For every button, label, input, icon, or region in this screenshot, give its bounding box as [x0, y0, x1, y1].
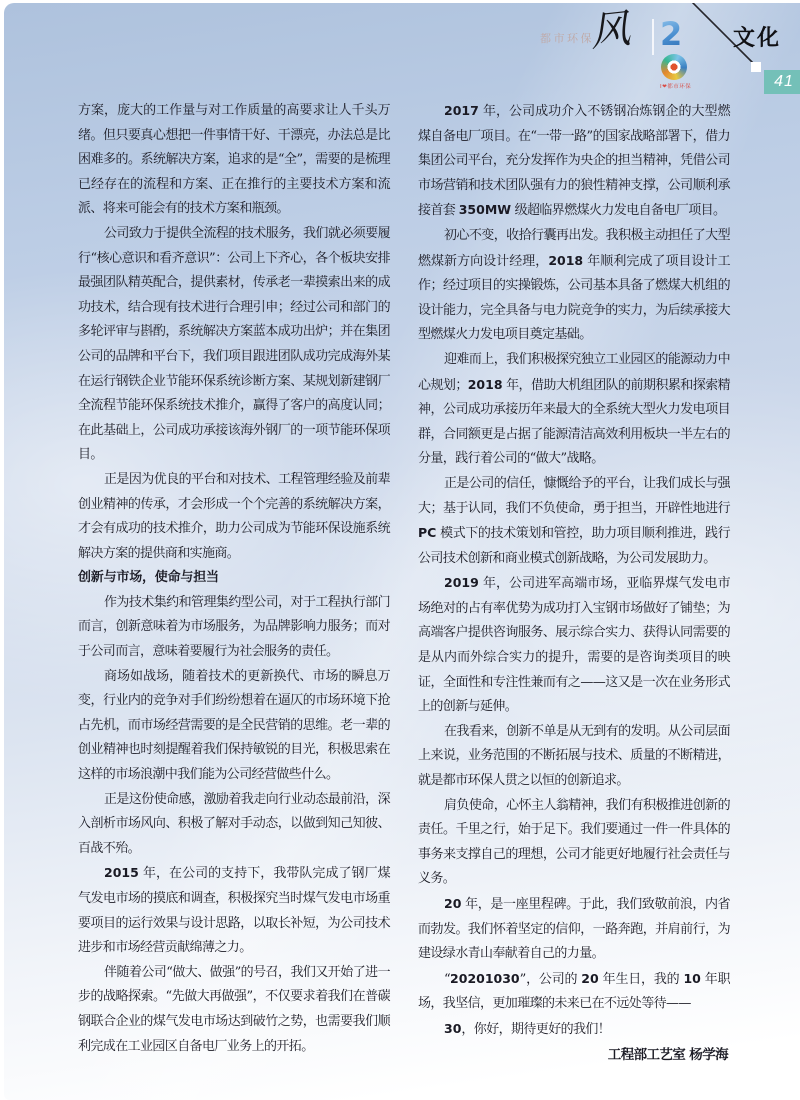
- article-paragraph: [418, 571, 730, 720]
- article-right-column: [418, 99, 730, 1067]
- text-run: 年，是一座里程碑。于此，我们致敬前浪，内省而勃发。我们怀着坚定的信仰，一路奔跑，并肩前行，为建设绿水青山奉献着自己的力量。: [418, 897, 730, 962]
- article-paragraph: [418, 720, 730, 794]
- article-paragraph: [78, 468, 390, 566]
- article-paragraph: [78, 665, 390, 788]
- article-paragraph: [78, 788, 390, 862]
- emphasized-number: 20: [444, 896, 462, 911]
- text-run: 年顺利完成了项目设计工作；经过项目的实操锻炼，公司基本具备了燃煤大机组的设计能力，完全具备与电力院竞争的实力，为后续承接大型燃煤火力发电项目奠定基础。: [418, 253, 730, 343]
- text-run: 正是这份使命感，激励着我走向行业动态最前沿，深入剖析市场风向、积极了解对手动态，以做到知己知彼、百战不殆。: [78, 791, 390, 856]
- article-paragraph: [418, 892, 730, 967]
- emphasized-number: 10: [683, 970, 701, 986]
- article-paragraph: [78, 861, 390, 960]
- anniversary-digit: 2: [660, 15, 683, 53]
- text-run: 正是公司的信任，慷慨给予的平台，让我们成长与强大；基于认同，我们不负使命，勇于担当，开辟性地进行: [418, 475, 730, 516]
- text-run: 级超临界燃煤火力发电自备电厂项目。: [511, 203, 726, 219]
- article-paragraph: [418, 967, 730, 1017]
- page-number-badge: 41: [764, 70, 800, 94]
- section-heading: [78, 566, 390, 591]
- text-run: 正是因为优良的平台和对技术、工程管理经验及前辈创业精神的传承，才会形成一个个完善的系统解决方案，才会有成功的技术推介，助力公司成为节能环保设施系统解决方案的提供商和实施商。: [78, 471, 390, 561]
- text-run: 伴随着公司“做大、做强”的号召，我们又开始了进一步的战略探索。“先做大再做强”，不仅要求着我们在普碳钢联合企业的煤气发电市场达到破竹之势，也需要我们顺利完成在工业园区自备电厂业务上的开拓。: [78, 964, 390, 1054]
- article-left-column: [78, 99, 390, 1059]
- emphasized-number: 2017: [444, 103, 479, 118]
- text-run: 模式下的技术策划和管控，助力项目顺利推进，践行公司技术创新和商业模式创新战略，为公司发展助力。: [418, 526, 730, 566]
- section-label: 文化: [733, 26, 782, 51]
- article-paragraph: [78, 222, 390, 468]
- text-run: 年，公司进军高端市场，亚临界煤气发电市场绝对的占有率优势为成功打入宝钢市场做好了铺垫；为高端客户提供咨询服务、展示综合实力、获得认同需要的是从内而外综合实力的提升，需要的是咨询类项目的映证，全面性和专注性兼而有之——这又是一次在业务形式上的创新与延伸。: [418, 576, 730, 715]
- article-paragraph: [78, 961, 390, 1059]
- emphasized-number: 2018: [467, 376, 503, 392]
- emphasized-number: 2019: [444, 575, 479, 591]
- text-run: 在我看来，创新不单是从无到有的发明。从公司层面上来说，业务范围的不断拓展与技术、质量的不断精进，就是都市环保人贯之以恒的创新追求。: [418, 723, 730, 789]
- article-paragraph: [418, 99, 730, 224]
- text-run: 年，公司成功介入不锈钢冶炼钢企的大型燃煤自备电厂项目。在“一带一路”的国家战略部署下，借力集团公司平台，充分发挥作为央企的担当精神，凭借公司市场营销和技术团队强有力的狼性精神支撑，公司顺利承接首套: [418, 104, 730, 219]
- article-paragraph: [418, 472, 730, 571]
- text-run: “: [444, 971, 451, 987]
- article-paragraph: [418, 224, 730, 348]
- magazine-page: [4, 3, 800, 1100]
- emphasized-number: 30: [444, 1020, 462, 1036]
- text-run: 作为技术集约和管理集约型公司，对于工程执行部门而言，创新意味着为市场服务，为品牌影响力服务；而对于公司而言，意味着要履行为社会服务的责任。: [78, 594, 390, 660]
- text-run: ，你好，期待更好的我们！: [461, 1021, 611, 1037]
- text-run: 公司致力于提供全流程的技术服务，我们就必须要履行“核心意识和看齐意识”：公司上下齐心，各个板块安排最强团队精英配合，提供素材，传承老一辈摸索出来的成功技术，结合现有技术进行合理引申；经过公司和部门的多轮评审与斟酌，系统解决方案蓝本成功出炉；并在集团公司的品牌和平台下，我们项目跟进团队成功完成海外某在运行钢铁企业节能环保系统诊断方案、某规划新建钢厂全流程节能环保系统技术推介，赢得了客户的高度认同；在此基础上，公司成功承接该海外钢厂的一项节能环保项目。: [78, 225, 390, 463]
- text-run: 年，在公司的支持下，我带队完成了钢厂煤气发电市场的摸底和调查，积极探究当时煤气发电市场重要项目的运行效果与设计思路，以取长补短，为公司技术进步和市场经营贡献绵薄之力。: [78, 866, 390, 956]
- emphasized-number: 2018: [548, 252, 584, 268]
- emphasized-number: PC: [418, 525, 437, 541]
- article-paragraph: [418, 1017, 730, 1043]
- text-run: 商场如战场，随着技术的更新换代、市场的瞬息万变，行业内的竞争对手们纷纷想着在逼仄的市场环境下抢占先机，而市场经营需要的是全民营销的思维。老一辈的创业精神也时刻提醒着我们保持敏锐的目光，积极思索在这样的市场浪潮中我们能为公司经营做些什么。: [78, 668, 390, 783]
- brand-logo-text: 都市环保: [540, 32, 594, 45]
- text-run: 创新与市场，使命与担当: [78, 570, 219, 586]
- text-run: 年生日，我的: [598, 971, 684, 987]
- emphasized-number: 20201030: [450, 970, 520, 986]
- author-signature: [418, 1043, 730, 1068]
- emphasized-number: 20: [581, 970, 599, 986]
- emphasized-number: 2015: [104, 865, 139, 881]
- emphasized-number: 350MW: [458, 202, 512, 218]
- article-paragraph: [78, 99, 390, 222]
- text-run: 工程部工艺室 杨学海: [607, 1046, 728, 1063]
- text-run: 方案，庞大的工作量与对工作质量的高要求让人千头万绪。但只要真心想把一件事情干好、干漂亮，办法总是比困难多的。系统解决方案，追求的是“全”，需要的是梳理已经存在的流程和方案、正在推行的主要技术方案和流派、将来可能会有的技术方案和瓶颈。: [78, 103, 390, 217]
- text-run: 年职场，我坚信，更加璀璨的未来已在不远处等待——: [418, 971, 730, 1012]
- article-paragraph: [418, 794, 730, 892]
- anniversary-tagline: I❤都市环保: [660, 84, 692, 90]
- article-paragraph: [418, 348, 730, 472]
- text-run: ”，公司的: [519, 971, 582, 987]
- text-run: 年，借助大机组团队的前期积累和探索精神，公司成功承接历年来最大的全系统大型火力发电项目群，合同额更是占据了能源清洁高效利用板块一半左右的分量，践行着公司的“做大”战略。: [418, 377, 731, 467]
- calligraphy-wind-icon: 风: [587, 6, 633, 56]
- text-run: 初心不变，收拾行囊再出发。我积极主动担任了大型燃煤新方向设计经理，: [418, 227, 730, 269]
- text-run: 迎难而上，我们积极探究独立工业园区的能源动力中心规划；: [418, 351, 730, 393]
- text-run: 肩负使命，心怀主人翁精神，我们有积极推进创新的责任。千里之行，始于足下。我们要通过一件一件具体的事务来支撑自己的理想，公司才能更好地履行社会责任与义务。: [418, 797, 730, 887]
- article-paragraph: [78, 591, 390, 665]
